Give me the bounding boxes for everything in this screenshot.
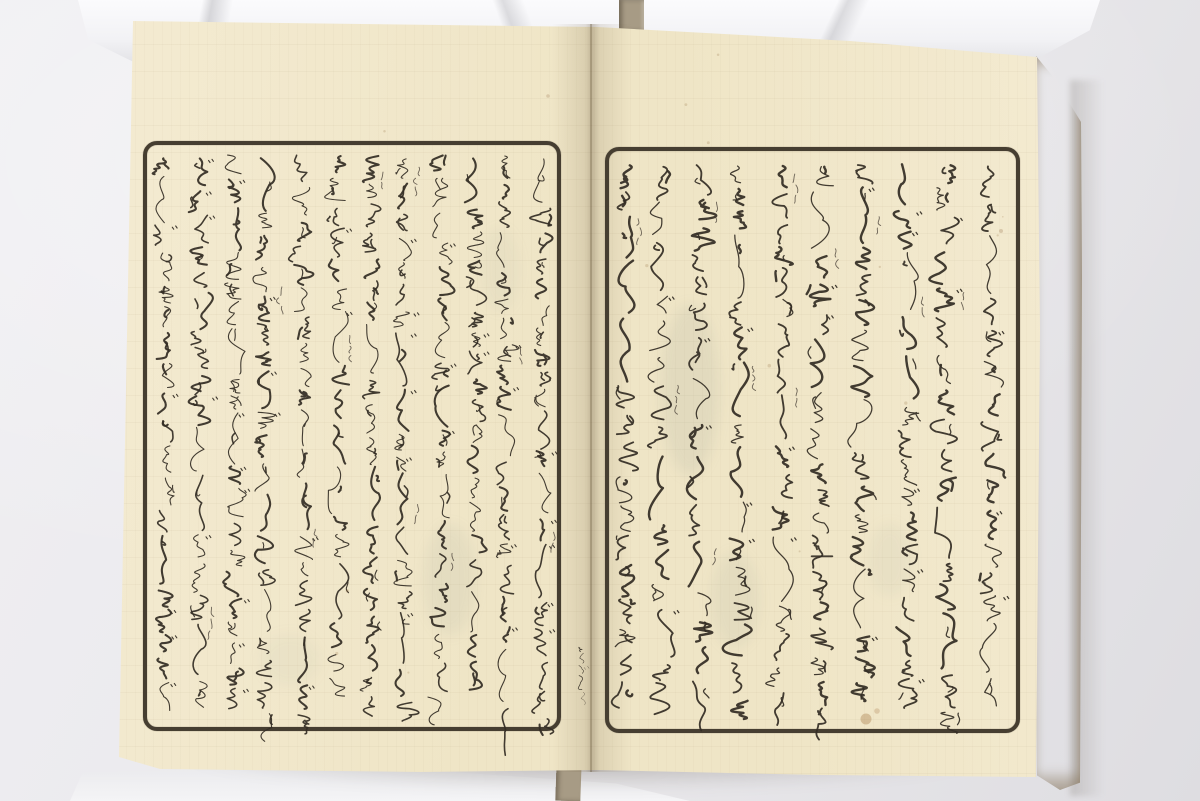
text-frame-left-page <box>143 141 561 731</box>
page-edge-stack <box>1033 56 1083 790</box>
book-cover-strip-top <box>619 0 644 31</box>
text-frame-right-page <box>605 147 1020 733</box>
